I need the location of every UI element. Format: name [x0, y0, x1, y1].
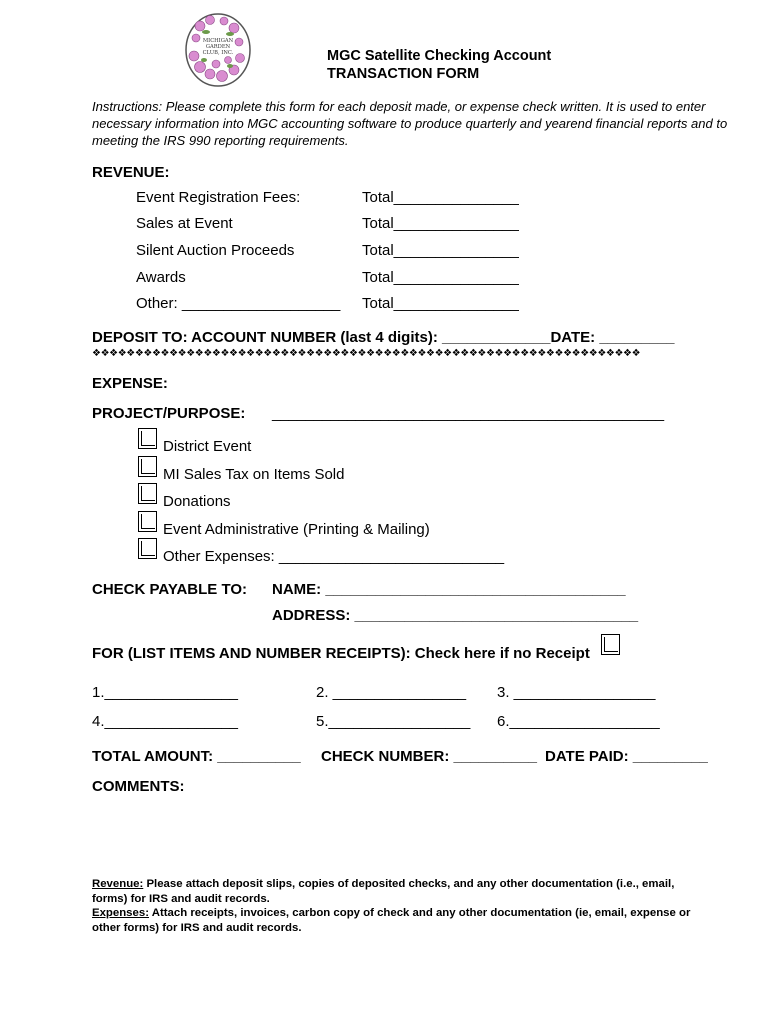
- svg-text:GARDEN: GARDEN: [205, 44, 231, 50]
- option-label: Donations: [163, 493, 231, 510]
- form-title-line2: TRANSACTION FORM: [327, 66, 480, 82]
- footer-expenses-note: [92, 906, 712, 935]
- revenue-item-other[interactable]: Other: ___________________: [136, 295, 341, 312]
- footer-expenses-text: Attach receipts, invoices, carbon copy of check and any other documentation (ie, email, expense or other forms) for IRS and audit records.: [92, 907, 691, 934]
- date-paid-field[interactable]: DATE PAID: _________: [545, 748, 708, 765]
- deposit-line[interactable]: DEPOSIT TO: ACCOUNT NUMBER (last 4 digits): _____________DATE: _________: [92, 329, 675, 346]
- receipt-item-field[interactable]: 2. ________________: [316, 684, 467, 701]
- option-label-other[interactable]: Other Expenses: ___________________________: [163, 548, 505, 565]
- footer-revenue-note: [92, 877, 712, 906]
- revenue-item-label: Silent Auction Proceeds: [136, 242, 295, 259]
- revenue-item-total[interactable]: Total_______________: [362, 269, 519, 286]
- revenue-item-total[interactable]: Total_______________: [362, 242, 519, 259]
- payee-address-field[interactable]: ADDRESS: __________________________________: [272, 607, 639, 624]
- project-purpose-field[interactable]: _______________________________________________: [272, 405, 665, 422]
- expense-heading: EXPENSE:: [92, 375, 168, 392]
- svg-text:CLUB, INC.: CLUB, INC.: [202, 50, 234, 56]
- total-amount-field[interactable]: TOTAL AMOUNT: __________: [92, 748, 301, 765]
- footer-revenue-text: Please attach deposit slips, copies of deposited checks, and any other documentation (i.e., email, forms) for IRS and audit records.: [92, 878, 675, 905]
- option-label: District Event: [163, 438, 252, 455]
- revenue-item-label: Awards: [136, 269, 186, 286]
- receipts-label: FOR (LIST ITEMS AND NUMBER RECEIPTS): Check here if no Receipt: [92, 645, 590, 662]
- receipt-item-field[interactable]: 1.________________: [92, 684, 238, 701]
- payee-name-field[interactable]: NAME: ____________________________________: [272, 581, 626, 598]
- check-payable-label: CHECK PAYABLE TO:: [92, 581, 248, 598]
- checkbox-no-receipt[interactable]: [601, 634, 620, 655]
- option-label: MI Sales Tax on Items Sold: [163, 466, 345, 483]
- checkbox-district-event[interactable]: [138, 428, 157, 449]
- checkbox-donations[interactable]: [138, 483, 157, 504]
- footer-expenses-label: Expenses:: [92, 907, 149, 919]
- svg-text:MICHIGAN: MICHIGAN: [202, 38, 234, 44]
- revenue-item-total[interactable]: Total_______________: [362, 215, 519, 232]
- diamond-separator: ❖❖❖❖❖❖❖❖❖❖❖❖❖❖❖❖❖❖❖❖❖❖❖❖❖❖❖❖❖❖❖❖❖❖❖❖❖❖❖❖❖❖❖❖❖❖❖❖❖❖❖❖❖❖❖❖❖❖❖❖❖❖❖❖: [92, 348, 641, 359]
- receipt-item-field[interactable]: 5._________________: [316, 713, 471, 730]
- club-logo: [184, 12, 252, 88]
- revenue-item-total[interactable]: Total_______________: [362, 189, 519, 206]
- revenue-item-label: Event Registration Fees:: [136, 189, 301, 206]
- footer-notes: [92, 877, 712, 935]
- instructions-text: Instructions: Please complete this form for each deposit made, or expense check written. It is used to enter necessary information into MGC accounting software to produce quarterly and yearend financial reports and to meeting the IRS 990 reporting requirements.: [92, 99, 728, 148]
- checkbox-other-expenses[interactable]: [138, 538, 157, 559]
- form-title-line1: MGC Satellite Checking Account: [327, 48, 552, 64]
- receipt-item-field[interactable]: 6.__________________: [497, 713, 660, 730]
- revenue-heading: REVENUE:: [92, 164, 170, 181]
- revenue-item-label: Sales at Event: [136, 215, 233, 232]
- comments-label: COMMENTS:: [92, 778, 185, 795]
- project-purpose-label: PROJECT/PURPOSE:: [92, 405, 246, 422]
- checkbox-event-administrative[interactable]: [138, 511, 157, 532]
- form-title: [327, 47, 551, 83]
- revenue-item-total[interactable]: Total_______________: [362, 295, 519, 312]
- check-number-field[interactable]: CHECK NUMBER: __________: [321, 748, 537, 765]
- option-label: Event Administrative (Printing & Mailing): [163, 521, 430, 538]
- checkbox-sales-tax[interactable]: [138, 456, 157, 477]
- footer-revenue-label: Revenue:: [92, 878, 144, 890]
- receipt-item-field[interactable]: 4.________________: [92, 713, 238, 730]
- receipt-item-field[interactable]: 3. _________________: [497, 684, 656, 701]
